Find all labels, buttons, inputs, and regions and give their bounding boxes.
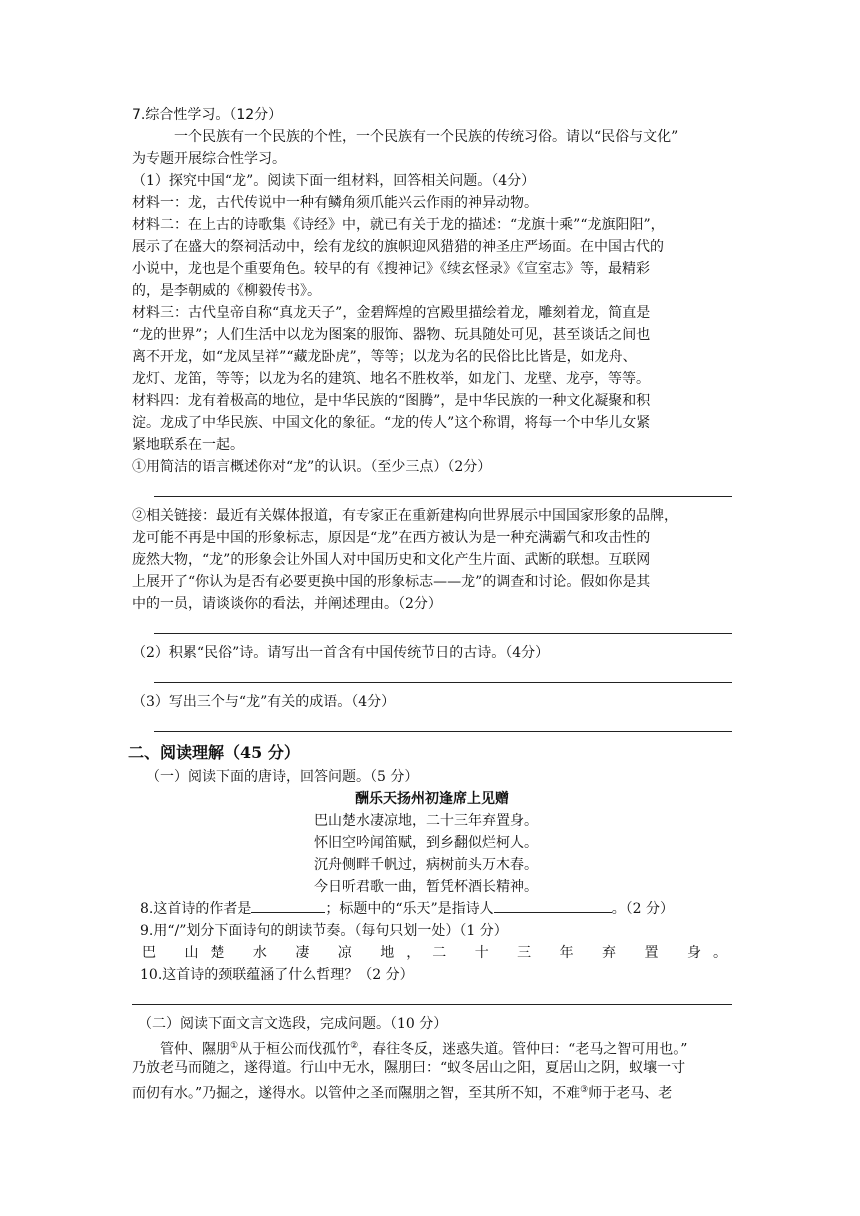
material-2-line: 小说中，龙也是个重要角色。较早的有《搜神记》《续玄怪录》《宣室志》等，最精彩	[132, 261, 650, 277]
material-3-line: 材料三：古代皇帝自称“真龙天子”，金碧辉煌的宫殿里描绘着龙，雕刻着龙，简直是	[132, 305, 651, 321]
q7-sub2-line: 龙可能不再是中国的形象标志，原因是“龙”在西方被认为是一种充满霸气和攻击性的	[132, 530, 651, 546]
passage-line: 乃放老马而随之，遂得道。行山中无水，隰朋曰：“蚁冬居山之阳，夏居山之阴，蚁壤一寸	[132, 1060, 686, 1076]
q8-text-b: ；标题中的“乐天”是指诗人	[325, 901, 494, 917]
q7-intro-line: 为专题开展综合性学习。	[132, 151, 286, 167]
material-3-line: “龙的世界”；人们生活中以龙为图案的服饰、器物、玩具随处可见，甚至谈话之间也	[132, 327, 651, 343]
q7-sub2-line: 中的一员，请谈谈你的看法，并阐述理由。（2分）	[132, 596, 442, 612]
material-2-line: 展示了在盛大的祭祠活动中，绘有龙纹的旗帜迎风猎猎的神圣庄严场面。在中国古代的	[132, 239, 664, 255]
passage-text: ，春往冬反，迷惑失道。管仲曰：“老马之智可用也。”	[358, 1041, 688, 1058]
material-3-line: 离不开龙，如“龙凤呈祥”“藏龙卧虎”，等等；以龙为名的民俗比比皆是，如龙舟、	[132, 349, 637, 365]
section-2-sub2: （二）阅读下面文言文选段，完成问题。（10 分）	[138, 1016, 448, 1032]
q7-sub2-line: 上展开了“你认为是否有必要更换中国的形象标志——龙”的调查和讨论。假如你是其	[132, 574, 651, 590]
material-4-line: 淀。龙成了中华民族、中国文化的象征。“龙的传人”这个称谓，将每一个中华儿女紧	[132, 415, 651, 431]
q7-part1: （1）探究中国“龙”。阅读下面一组材料，回答相关问题。（4分）	[132, 173, 536, 189]
answer-line-sub1[interactable]	[154, 478, 732, 497]
passage-line	[132, 1035, 732, 1057]
poem-title: 酬乐天扬州初逢席上见赠	[355, 791, 509, 807]
answer-line-q10[interactable]	[132, 986, 732, 1005]
poem-line: 怀旧空吟闻笛赋，到乡翻似烂柯人。	[314, 835, 538, 851]
q7-heading: 7.综合性学习。（12分）	[132, 107, 283, 123]
material-1: 材料一：龙，古代传说中一种有鳞角须爪能兴云作雨的神异动物。	[132, 195, 538, 211]
q7-part2: （2）积累“民俗”诗。请写出一首含有中国传统节日的古诗。（4分）	[132, 645, 550, 661]
author-blank[interactable]	[251, 898, 325, 913]
q9: 9.用“/”划分下面诗句的朗读节奏。（每句只划一处）（1 分）	[140, 923, 508, 939]
q7-sub2-line: 庞然大物，“龙”的形象会让外国人对中国历史和文化产生片面、武断的联想。互联网	[132, 552, 651, 568]
q9-poem-line[interactable]: 巴 山楚 水 凄 凉 地，二 十 三 年 弃 置 身。	[142, 945, 739, 961]
passage-text: 师于老马、老	[588, 1085, 673, 1102]
poem-line: 今日听君歌一曲，暂凭杯酒长精神。	[314, 879, 538, 895]
exam-content	[128, 104, 739, 1102]
section-2-title: 二、阅读理解（45 分）	[128, 743, 300, 762]
footnote-mark: ②	[350, 1041, 359, 1051]
answer-line-sub2[interactable]	[154, 615, 732, 634]
material-4-line: 材料四：龙有着极高的地位，是中华民族的“图腾”，是中华民族的一种文化凝聚和积	[132, 393, 651, 409]
footnote-mark: ③	[580, 1085, 589, 1095]
q8-text-a: 8.这首诗的作者是	[140, 901, 252, 917]
poem-line: 巴山楚水凄凉地，二十三年弃置身。	[314, 813, 538, 829]
material-2-line: 的，是李朝威的《柳毅传书》。	[132, 283, 321, 299]
section-2-sub1: （一）阅读下面的唐诗，回答问题。（5 分）	[146, 769, 419, 785]
material-4-line: 紧地联系在一起。	[132, 437, 244, 453]
q7-sub1: ①用简洁的语言概述你对“龙”的认识。（至少三点）（2分）	[132, 459, 492, 475]
passage-text: 从于桓公而伐孤竹	[238, 1041, 351, 1058]
passage-text: 而仞有水。”乃掘之，遂得水。以管仲之圣而隰朋之智，至其所不知，不难	[132, 1085, 581, 1102]
q7-intro-line: 一个民族有一个民族的个性，一个民族有一个民族的传统习俗。请以“民俗与文化”	[174, 129, 679, 145]
poet-blank[interactable]	[494, 898, 612, 913]
passage-line	[132, 1079, 732, 1101]
answer-line-part3[interactable]	[154, 713, 732, 732]
passage-text: 管仲、隰朋	[160, 1041, 230, 1058]
q7-sub2-line: ②相关链接：最近有关媒体报道，有专家正在重新建构向世界展示中国国家形象的品牌，	[132, 508, 678, 524]
q10: 10.这首诗的颈联蕴涵了什么哲理？（2 分）	[140, 967, 414, 983]
poem-line: 沉舟侧畔千帆过，病树前头万木春。	[314, 857, 538, 873]
footnote-mark: ①	[230, 1041, 239, 1051]
material-2-line: 材料二：在上古的诗歌集《诗经》中，就已有关于龙的描述：“龙旗十乘”“龙旗阳阳”，	[132, 217, 665, 233]
q8	[132, 898, 732, 920]
q8-text-c: 。（2 分）	[611, 901, 675, 917]
q7-part3: （3）写出三个与“龙”有关的成语。（4分）	[132, 694, 396, 710]
answer-line-part2[interactable]	[154, 664, 732, 683]
material-3-line: 龙灯、龙笛，等等；以龙为名的建筑、地名不胜枚举，如龙门、龙壁、龙亭，等等。	[132, 371, 650, 387]
